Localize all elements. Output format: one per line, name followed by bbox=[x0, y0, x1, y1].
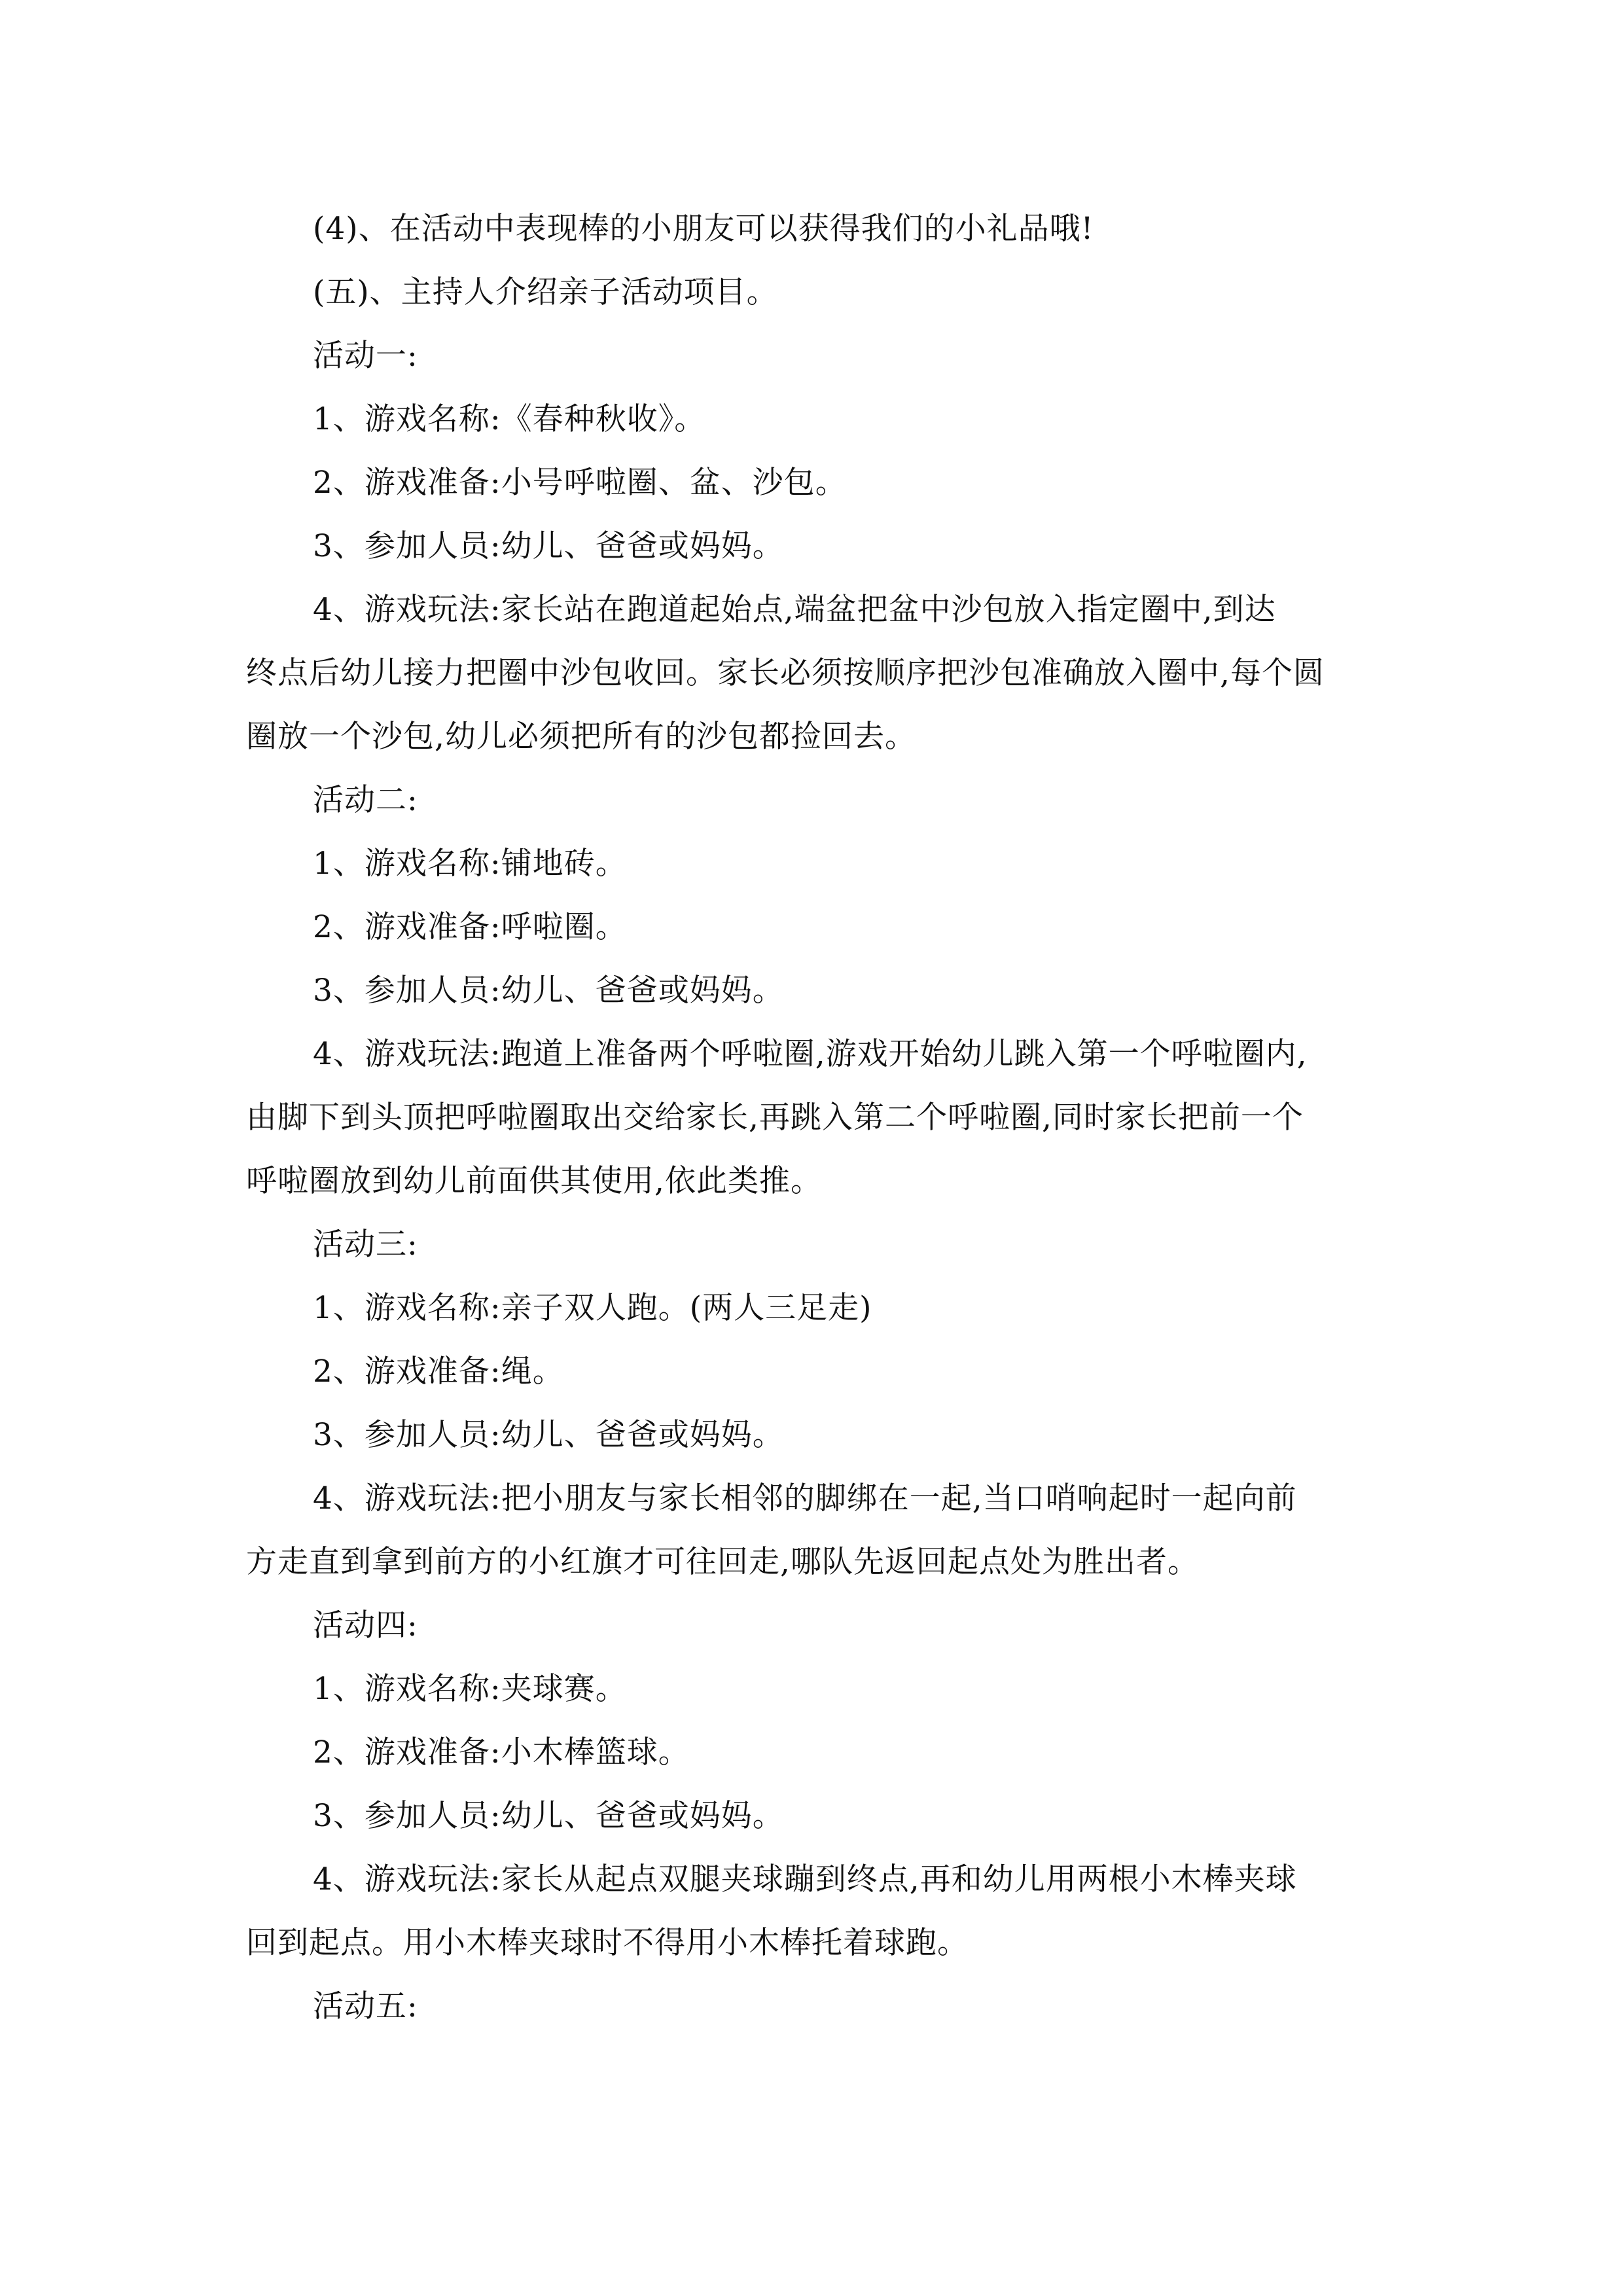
paragraph-line: 2、游戏准备:呼啦圈。 bbox=[313, 909, 627, 945]
paragraph-line: 圈放一个沙包,幼儿必须把所有的沙包都捡回去。 bbox=[246, 719, 916, 755]
paragraph-line: 4、游戏玩法:把小朋友与家长相邻的脚绑在一起,当口哨响起时一起向前 bbox=[313, 1480, 1297, 1516]
paragraph-line: 1、游戏名称:亲子双人跑。(两人三足走) bbox=[313, 1290, 872, 1326]
paragraph-line: 1、游戏名称:夹球赛。 bbox=[313, 1671, 627, 1707]
paragraph-line: 4、游戏玩法:家长站在跑道起始点,端盆把盆中沙包放入指定圈中,到达 bbox=[313, 592, 1276, 628]
section-heading: 活动四: bbox=[313, 1607, 418, 1643]
paragraph-line: 4、游戏玩法:跑道上准备两个呼啦圈,游戏开始幼儿跳入第一个呼啦圈内, bbox=[313, 1036, 1308, 1072]
paragraph-line: 1、游戏名称:《春种秋收》。 bbox=[313, 401, 706, 437]
section-heading: 活动二: bbox=[313, 782, 418, 818]
section-heading: 活动五: bbox=[313, 1988, 418, 2024]
paragraph-line: 2、游戏准备:小木棒篮球。 bbox=[313, 1734, 690, 1770]
section-heading: 活动三: bbox=[313, 1227, 418, 1263]
paragraph-line: 1、游戏名称:铺地砖。 bbox=[313, 846, 627, 882]
paragraph-line: 3、参加人员:幼儿、爸爸或妈妈。 bbox=[313, 528, 784, 564]
paragraph-line: 呼啦圈放到幼儿前面供其使用,依此类推。 bbox=[246, 1163, 822, 1199]
paragraph-line: 3、参加人员:幼儿、爸爸或妈妈。 bbox=[313, 973, 784, 1009]
paragraph-line: 2、游戏准备:绳。 bbox=[313, 1354, 564, 1390]
paragraph-line: 4、游戏玩法:家长从起点双腿夹球蹦到终点,再和幼儿用两根小木棒夹球 bbox=[313, 1861, 1297, 1897]
paragraph-line: (4)、在活动中表现棒的小朋友可以获得我们的小礼品哦! bbox=[313, 211, 1094, 247]
paragraph-line: 3、参加人员:幼儿、爸爸或妈妈。 bbox=[313, 1417, 784, 1453]
paragraph-line: 2、游戏准备:小号呼啦圈、盆、沙包。 bbox=[313, 465, 847, 501]
paragraph-line: 3、参加人员:幼儿、爸爸或妈妈。 bbox=[313, 1798, 784, 1834]
paragraph-line: 方走直到拿到前方的小红旗才可往回走,哪队先返回起点处为胜出者。 bbox=[246, 1544, 1199, 1580]
paragraph-line: (五)、主持人介绍亲子活动项目。 bbox=[313, 274, 778, 310]
paragraph-line: 由脚下到头顶把呼啦圈取出交给家长,再跳入第二个呼啦圈,同时家长把前一个 bbox=[246, 1100, 1304, 1136]
section-heading: 活动一: bbox=[313, 338, 418, 374]
paragraph-line: 回到起点。用小木棒夹球时不得用小木棒托着球跑。 bbox=[246, 1925, 969, 1961]
paragraph-line: 终点后幼儿接力把圈中沙包收回。家长必须按顺序把沙包准确放入圈中,每个圆 bbox=[246, 655, 1325, 691]
